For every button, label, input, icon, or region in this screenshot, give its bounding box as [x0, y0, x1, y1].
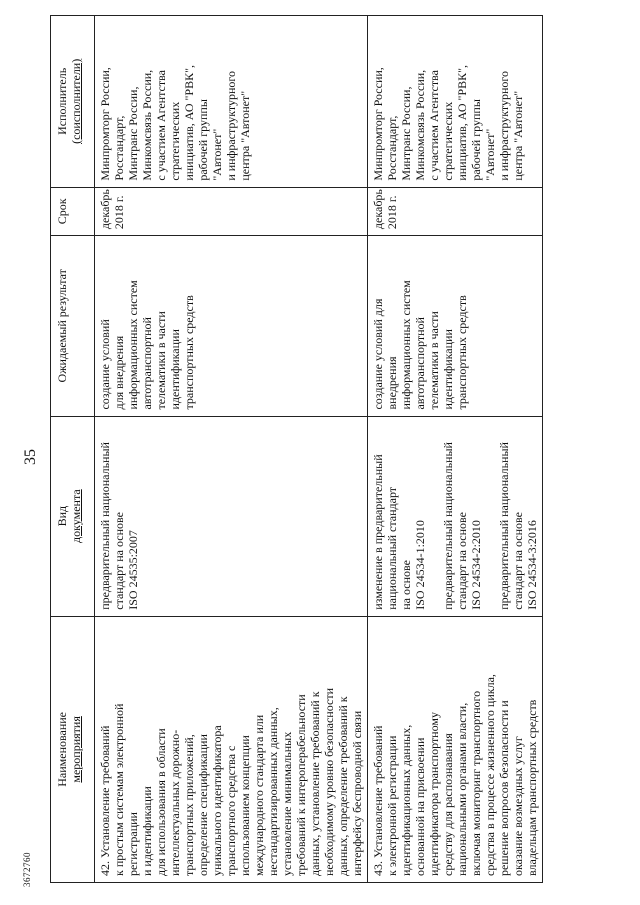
header-doc-line1: Вид [55, 505, 69, 527]
table-row [95, 16, 368, 883]
row-42-name-text: 42. Установление требований к простым системам электронной регистрации и идентификации для использования в области интеллектуальных дорожно- транспортных приложений, определение спецификации уникального идентификатора транспортного средства с использованием концепции международного стандарта или нестандартизированных данных, установление минимальных требований к интероперабельности данных, установление требований к необходимому уровню безопасности данных, определение требований к интерфейсу беспроводной связи [98, 687, 364, 876]
measures-table [50, 15, 543, 883]
row-43-executor [368, 16, 543, 188]
header-due [51, 187, 95, 235]
row-42-exec-text: Минпромторг России, Росстандарт, Минтранс России, Минкомсвязь России, с участием Агентства стратегических инициатив, АО "РВК", рабочей группы "Автонет" и инфраструктурного центра "Автонет" [98, 65, 252, 181]
header-name-line1: Наименование [55, 712, 69, 787]
header-doc-line2: документа [69, 489, 83, 543]
document-code: 3672760 [22, 852, 32, 887]
header-name [51, 616, 95, 882]
header-due-text: Срок [55, 198, 69, 225]
header-exec-line2: (соисполнители) [69, 58, 83, 144]
header-executor [51, 16, 95, 188]
header-result [51, 236, 95, 416]
row-42-due [95, 187, 368, 235]
table-header-row [51, 16, 95, 883]
row-43-doc-c: предварительный национальный стандарт на основе ISO 24534-3:2016 [497, 442, 539, 610]
table-row [368, 16, 543, 883]
row-42-doc [95, 416, 368, 616]
header-name-line2: мероприятия [69, 716, 83, 783]
row-43-name-text: 43. Установление требований к электронной регистрации идентификационных данных, основанной на присвоении идентификатора транспортному средству для распознавания национальными органами власти, включая мониторинг транспортного средства в процессе жизненного цикла, решение вопросов безопасности и оказание возмездных услуг владельцам транспортных средств [371, 674, 539, 876]
row-43-doc-b: предварительный национальный стандарт на основе ISO 24534-2:2010 [441, 442, 483, 610]
header-exec-line1: Исполнитель [55, 67, 69, 135]
row-42-executor [95, 16, 368, 188]
header-doc-type [51, 416, 95, 616]
row-43-name [368, 616, 543, 882]
row-43-due-text: декабрь 2018 г. [371, 189, 399, 230]
row-43-exec-text: Минпромторг России, Росстандарт, Минтранс России, Минкомсвязь России, с участием Агентства стратегических инициатив, АО "РВК", рабочей группы "Автонет" и инфраструктурного центра "Автонет" [371, 65, 525, 181]
row-42-result-text: создание условий для внедрения информационных систем автотранспортной телематики в части идентификации транспортных средств [98, 280, 196, 410]
row-42-name [95, 616, 368, 882]
row-42-due-text: декабрь 2018 г. [98, 189, 126, 230]
row-42-result [95, 236, 368, 416]
page-number: 35 [22, 449, 39, 465]
row-43-doc-a: изменение в предварительный национальный стандарт на основе ISO 24534-1:2010 [371, 454, 427, 610]
row-43-result-text: создание условий для внедрения информационных систем автотранспортной телематики в части идентификации транспортных средств [371, 280, 469, 410]
row-43-doc [368, 416, 543, 616]
row-43-due [368, 187, 543, 235]
row-42-doc-text: предварительный национальный стандарт на основе ISO 24535:2007 [98, 442, 140, 610]
row-43-result [368, 236, 543, 416]
header-result-text: Ожидаемый результат [55, 269, 69, 383]
